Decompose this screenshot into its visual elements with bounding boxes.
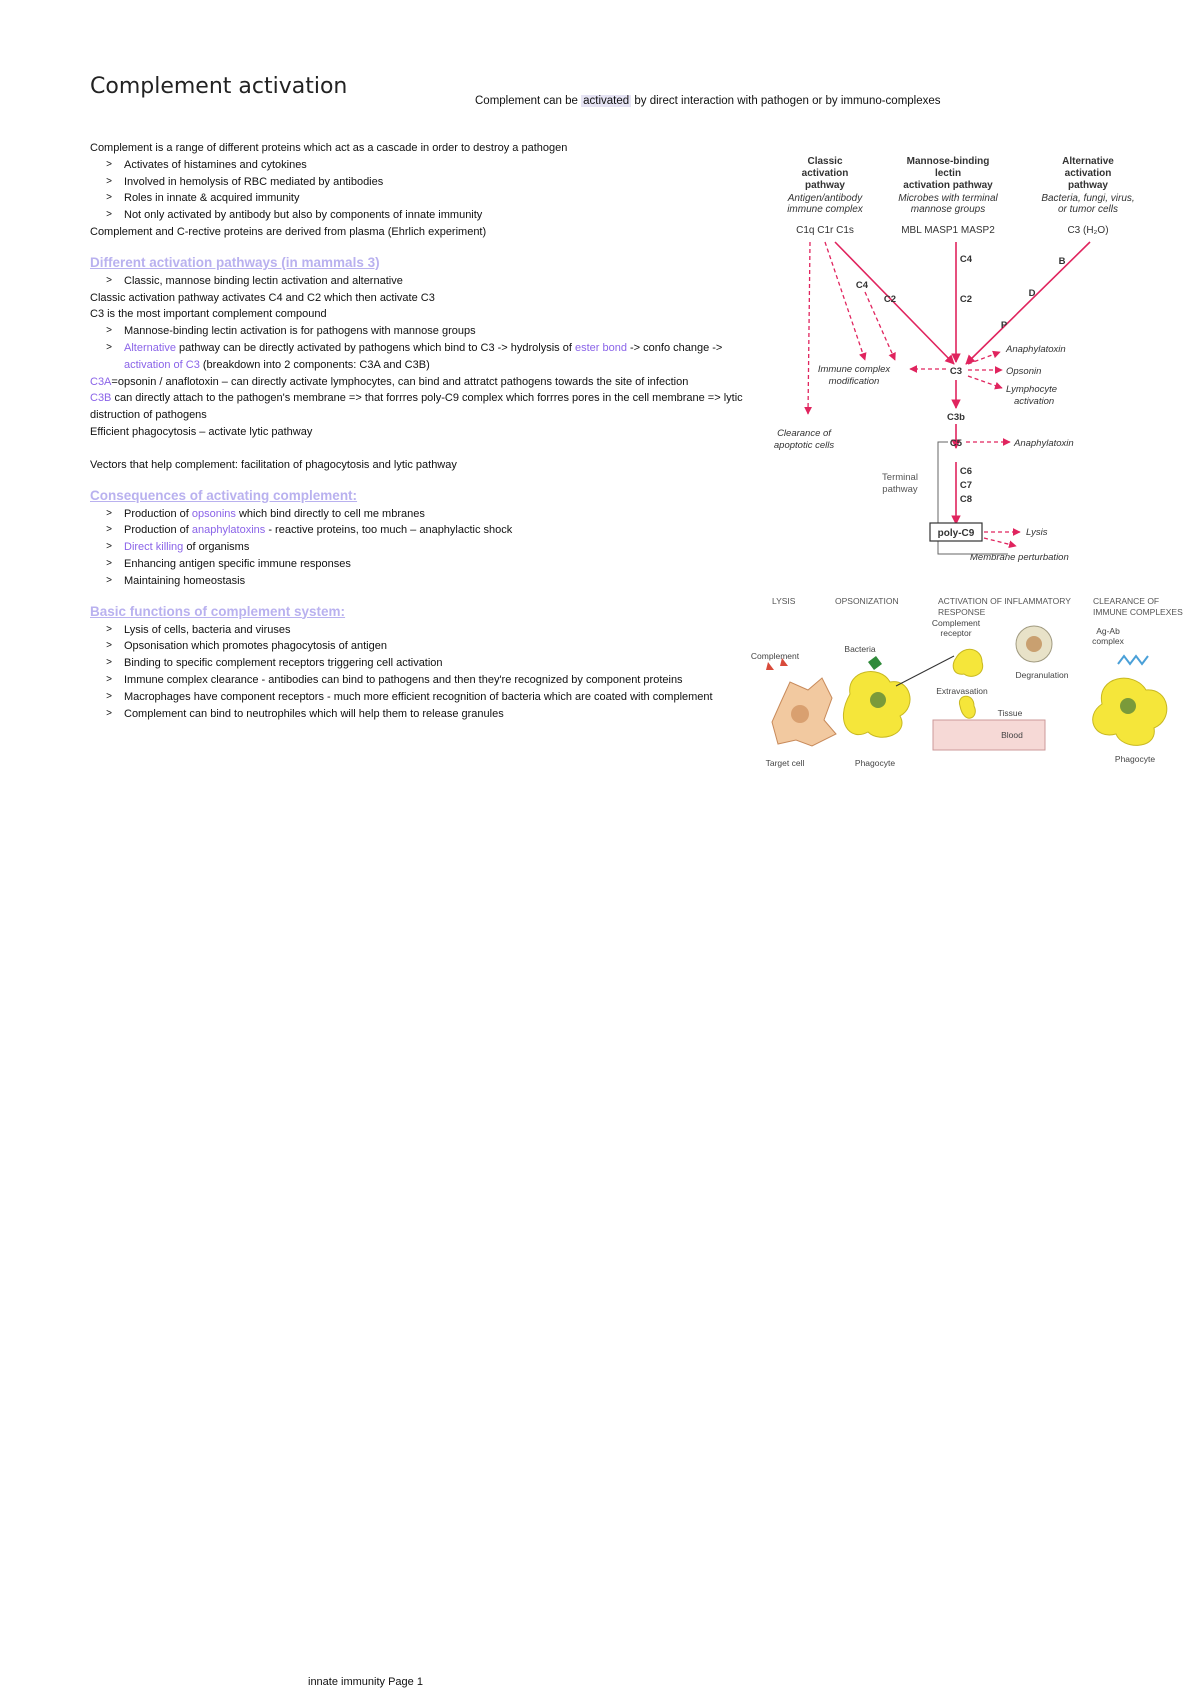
alt-sub-1: Bacteria, fungi, virus, [1041, 193, 1135, 204]
blood-label: Blood [1001, 730, 1023, 740]
c2b-label: C2 [883, 294, 897, 305]
terminal-label-1: Terminal [882, 472, 918, 483]
bullet-list [90, 323, 760, 373]
factor-p-label: P [1000, 320, 1008, 331]
intro-text-end: by direct interaction with pathogen or by immuno-complexes [631, 95, 941, 107]
immune-complex-arrow-1 [825, 242, 865, 360]
terminal-label-2: pathway [882, 484, 918, 495]
paragraph [90, 390, 760, 424]
section-heading: Different activation pathways (in mammals 3) [90, 254, 380, 270]
list-item: > Classic, mannose binding lectin activation and alternative [90, 273, 760, 290]
bullet-list [90, 157, 760, 224]
classic-title-3: pathway [804, 180, 846, 191]
c2-label: C2 [959, 294, 973, 305]
clearance-heading-2: IMMUNE COMPLEXES [1093, 607, 1183, 617]
c5-label: C5 [949, 438, 963, 449]
c3-label: C3 [949, 366, 963, 377]
paragraph [90, 374, 760, 391]
text-run: pathway can be directly activated by pathogens which bind to C3 -> hydrolysis of [175, 341, 575, 354]
classic-title-1: Classic [807, 156, 843, 167]
text-run: Production of [124, 524, 192, 537]
blood-vessel-icon [933, 720, 1045, 750]
c7-label: C7 [959, 480, 973, 491]
poly-c9-label: poly-C9 [937, 528, 975, 539]
complement-label: Complement [750, 651, 800, 661]
mbl-sub-2: mannose groups [910, 204, 986, 215]
opsonin-label: Opsonin [1006, 366, 1042, 377]
list-item: > Enhancing antigen specific immune responses [90, 556, 760, 573]
perturbation-arrow [984, 538, 1016, 546]
c4-label: C4 [959, 254, 973, 265]
page-title: Complement activation [90, 74, 348, 99]
text-run: (breakdown into 2 components: C3A and C3B) [199, 358, 430, 371]
text-run: which bind directly to cell me mbranes [235, 507, 425, 520]
agab-label-2: complex [1092, 636, 1124, 646]
list-item [90, 522, 760, 539]
highlighted-word: activated [583, 95, 630, 107]
mast-cell-icon [953, 649, 983, 676]
c3b-label: C3b [947, 412, 965, 423]
purple-term: Alternative [124, 341, 176, 354]
paragraph: Vectors that help complement: facilitation of phagocytosis and lytic pathway [90, 458, 457, 471]
alt-title-1: Alternative [1062, 156, 1114, 167]
intro-line [475, 95, 941, 107]
c4b-label: C4 [855, 280, 869, 291]
alt-sub-2: or tumor cells [1057, 204, 1119, 215]
factor-d-label: D [1028, 288, 1036, 299]
c8-label: C8 [959, 494, 973, 505]
list-item: > Immune complex clearance - antibodies can bind to pathogens and then they're recognized by component proteins [90, 672, 760, 689]
purple-term: activation of C3 [124, 358, 200, 371]
list-item [90, 340, 760, 374]
agab-label-1: Ag-Ab [1096, 626, 1120, 636]
inflammatory-heading-1: ACTIVATION OF INFLAMMATORY [938, 596, 1071, 606]
factor-b-label: B [1058, 256, 1066, 267]
list-item: > Activates of histamines and cytokines [90, 157, 760, 174]
list-item: > Macrophages have component receptors - much more efficient recognition of bacteria which are coated with complement [90, 689, 760, 706]
clearance-nucleus-icon [1120, 698, 1136, 714]
clearance-label-2: apoptotic cells [773, 440, 835, 451]
bacteria-icon [868, 656, 882, 670]
section-heading: Consequences of activating complement: [90, 487, 358, 503]
text-run: Production of [124, 507, 192, 520]
classic-sub-2: immune complex [787, 204, 863, 215]
c3-lymphocyte-arrow [968, 376, 1002, 388]
mbl-title-1: Mannose-binding [906, 156, 990, 167]
lymphocyte-label-1: Lymphocyte [1006, 384, 1058, 395]
mbl-factors: MBL MASP1 MASP2 [901, 225, 995, 236]
list-item [90, 539, 760, 556]
purple-term: anaphylatoxins [191, 524, 266, 537]
classic-factors: C1q C1r C1s [796, 225, 854, 236]
lysis-heading: LYSIS [772, 596, 796, 606]
text-run: =opsonin / anaflotoxin – can directly activate lymphocytes, can bind and attratct pathogens towards the site of infection [111, 375, 689, 388]
list-item: > Binding to specific complement receptors triggering cell activation [90, 655, 760, 672]
purple-term: C3A [90, 375, 112, 388]
list-item: > Not only activated by antibody but also by components of innate immunity [90, 207, 760, 224]
target-nucleus-icon [791, 705, 809, 723]
anaphylatoxin-label: Anaphylatoxin [1006, 344, 1066, 355]
clearance-label-1: Clearance of [777, 428, 831, 439]
list-item: > Complement can bind to neutrophiles which will help them to release granules [90, 706, 760, 723]
extravasating-cell-icon [959, 696, 975, 718]
phagocyte-label: Phagocyte [854, 758, 896, 768]
bullet-list [90, 506, 760, 590]
text-run: - reactive proteins, too much – anaphylactic shock [265, 524, 513, 537]
alt-title-2: activation [1064, 168, 1112, 179]
target-cell-label: Target cell [765, 758, 805, 768]
list-item: > Involved in hemolysis of RBC mediated by antibodies [90, 174, 760, 191]
bacteria-label: Bacteria [844, 644, 876, 654]
clearance-arrow [808, 242, 810, 414]
inflammatory-heading-2: RESPONSE [938, 607, 986, 617]
anaphylatoxin-c5-label: Anaphylatoxin [1014, 438, 1074, 449]
purple-term: opsonins [191, 507, 236, 520]
list-item: > Roles in innate & acquired immunity [90, 190, 760, 207]
lymphocyte-label-2: activation [1014, 396, 1055, 407]
clearance-heading-1: CLEARANCE OF [1093, 596, 1160, 606]
mbl-title-2: lectin [934, 168, 962, 179]
paragraph: Complement is a range of different proteins which act as a cascade in order to destroy a pathogen [90, 142, 568, 154]
ag-ab-complex-icon [1118, 656, 1148, 664]
bullet-list [90, 622, 760, 723]
c6-label: C6 [959, 466, 973, 477]
list-item [90, 506, 760, 523]
degranulation-label: Degranulation [1015, 670, 1069, 680]
receptor-pointer [896, 656, 954, 686]
receptor-label-2: receptor [940, 628, 972, 638]
phagocyte-nucleus-icon [870, 692, 886, 708]
section-heading: Basic functions of complement system: [90, 603, 346, 619]
opsonization-heading: OPSONIZATION [835, 596, 899, 606]
paragraph: Classic activation pathway activates C4 and C2 which then activate C3 [90, 291, 435, 304]
classic-sub-1: Antigen/antibody [787, 193, 863, 204]
bullet-list [90, 273, 760, 290]
receptor-label-1: Complement [931, 618, 981, 628]
extravasation-label: Extravasation [936, 686, 988, 696]
alt-factors: C3 (H₂O) [1067, 225, 1109, 236]
classic-title-2: activation [801, 168, 849, 179]
list-item: > Opsonisation which promotes phagocytosis of antigen [90, 638, 760, 655]
paragraph: C3 is the most important complement compound [90, 308, 327, 321]
membrane-perturbation-label: Membrane perturbation [970, 552, 1069, 563]
notes-body [90, 140, 760, 722]
list-item: > Mannose-binding lectin activation is for pathogens with mannose groups [90, 323, 760, 340]
lysis-label: Lysis [1026, 527, 1048, 538]
purple-term: C3B [90, 392, 112, 405]
page-footer: innate immunity Page 1 [308, 1676, 423, 1688]
list-item: > Lysis of cells, bacteria and viruses [90, 622, 760, 639]
degranulating-nucleus-icon [1026, 636, 1042, 652]
text-run: can directly attach to the pathogen's membrane => that forrres poly-C9 complex which forrres pores in the cell membrane => lytic distruction of pathogens [90, 392, 743, 422]
tissue-label: Tissue [997, 708, 1023, 718]
list-item: > Maintaining homeostasis [90, 573, 760, 590]
immune-complex-label-2: modification [828, 376, 880, 387]
purple-term: ester bond [574, 341, 627, 354]
intro-text: Complement can be [475, 95, 582, 107]
text-run: of organisms [183, 541, 250, 554]
complement-functions-diagram [750, 594, 1200, 784]
complement-pathway-diagram [770, 152, 1135, 563]
paragraph: Complement and C-rective proteins are derived from plasma (Ehrlich experiment) [90, 225, 487, 238]
alt-title-3: pathway [1067, 180, 1109, 191]
mbl-title-3: activation pathway [903, 180, 993, 191]
mbl-sub-1: Microbes with terminal [898, 193, 998, 204]
immune-complex-label-1: Immune complex [817, 364, 891, 375]
purple-term: Direct killing [124, 541, 184, 554]
paragraph: Efficient phagocytosis – activate lytic pathway [90, 425, 313, 438]
text-run: -> confo change -> [626, 341, 723, 354]
phagocyte-label-2: Phagocyte [1114, 754, 1156, 764]
